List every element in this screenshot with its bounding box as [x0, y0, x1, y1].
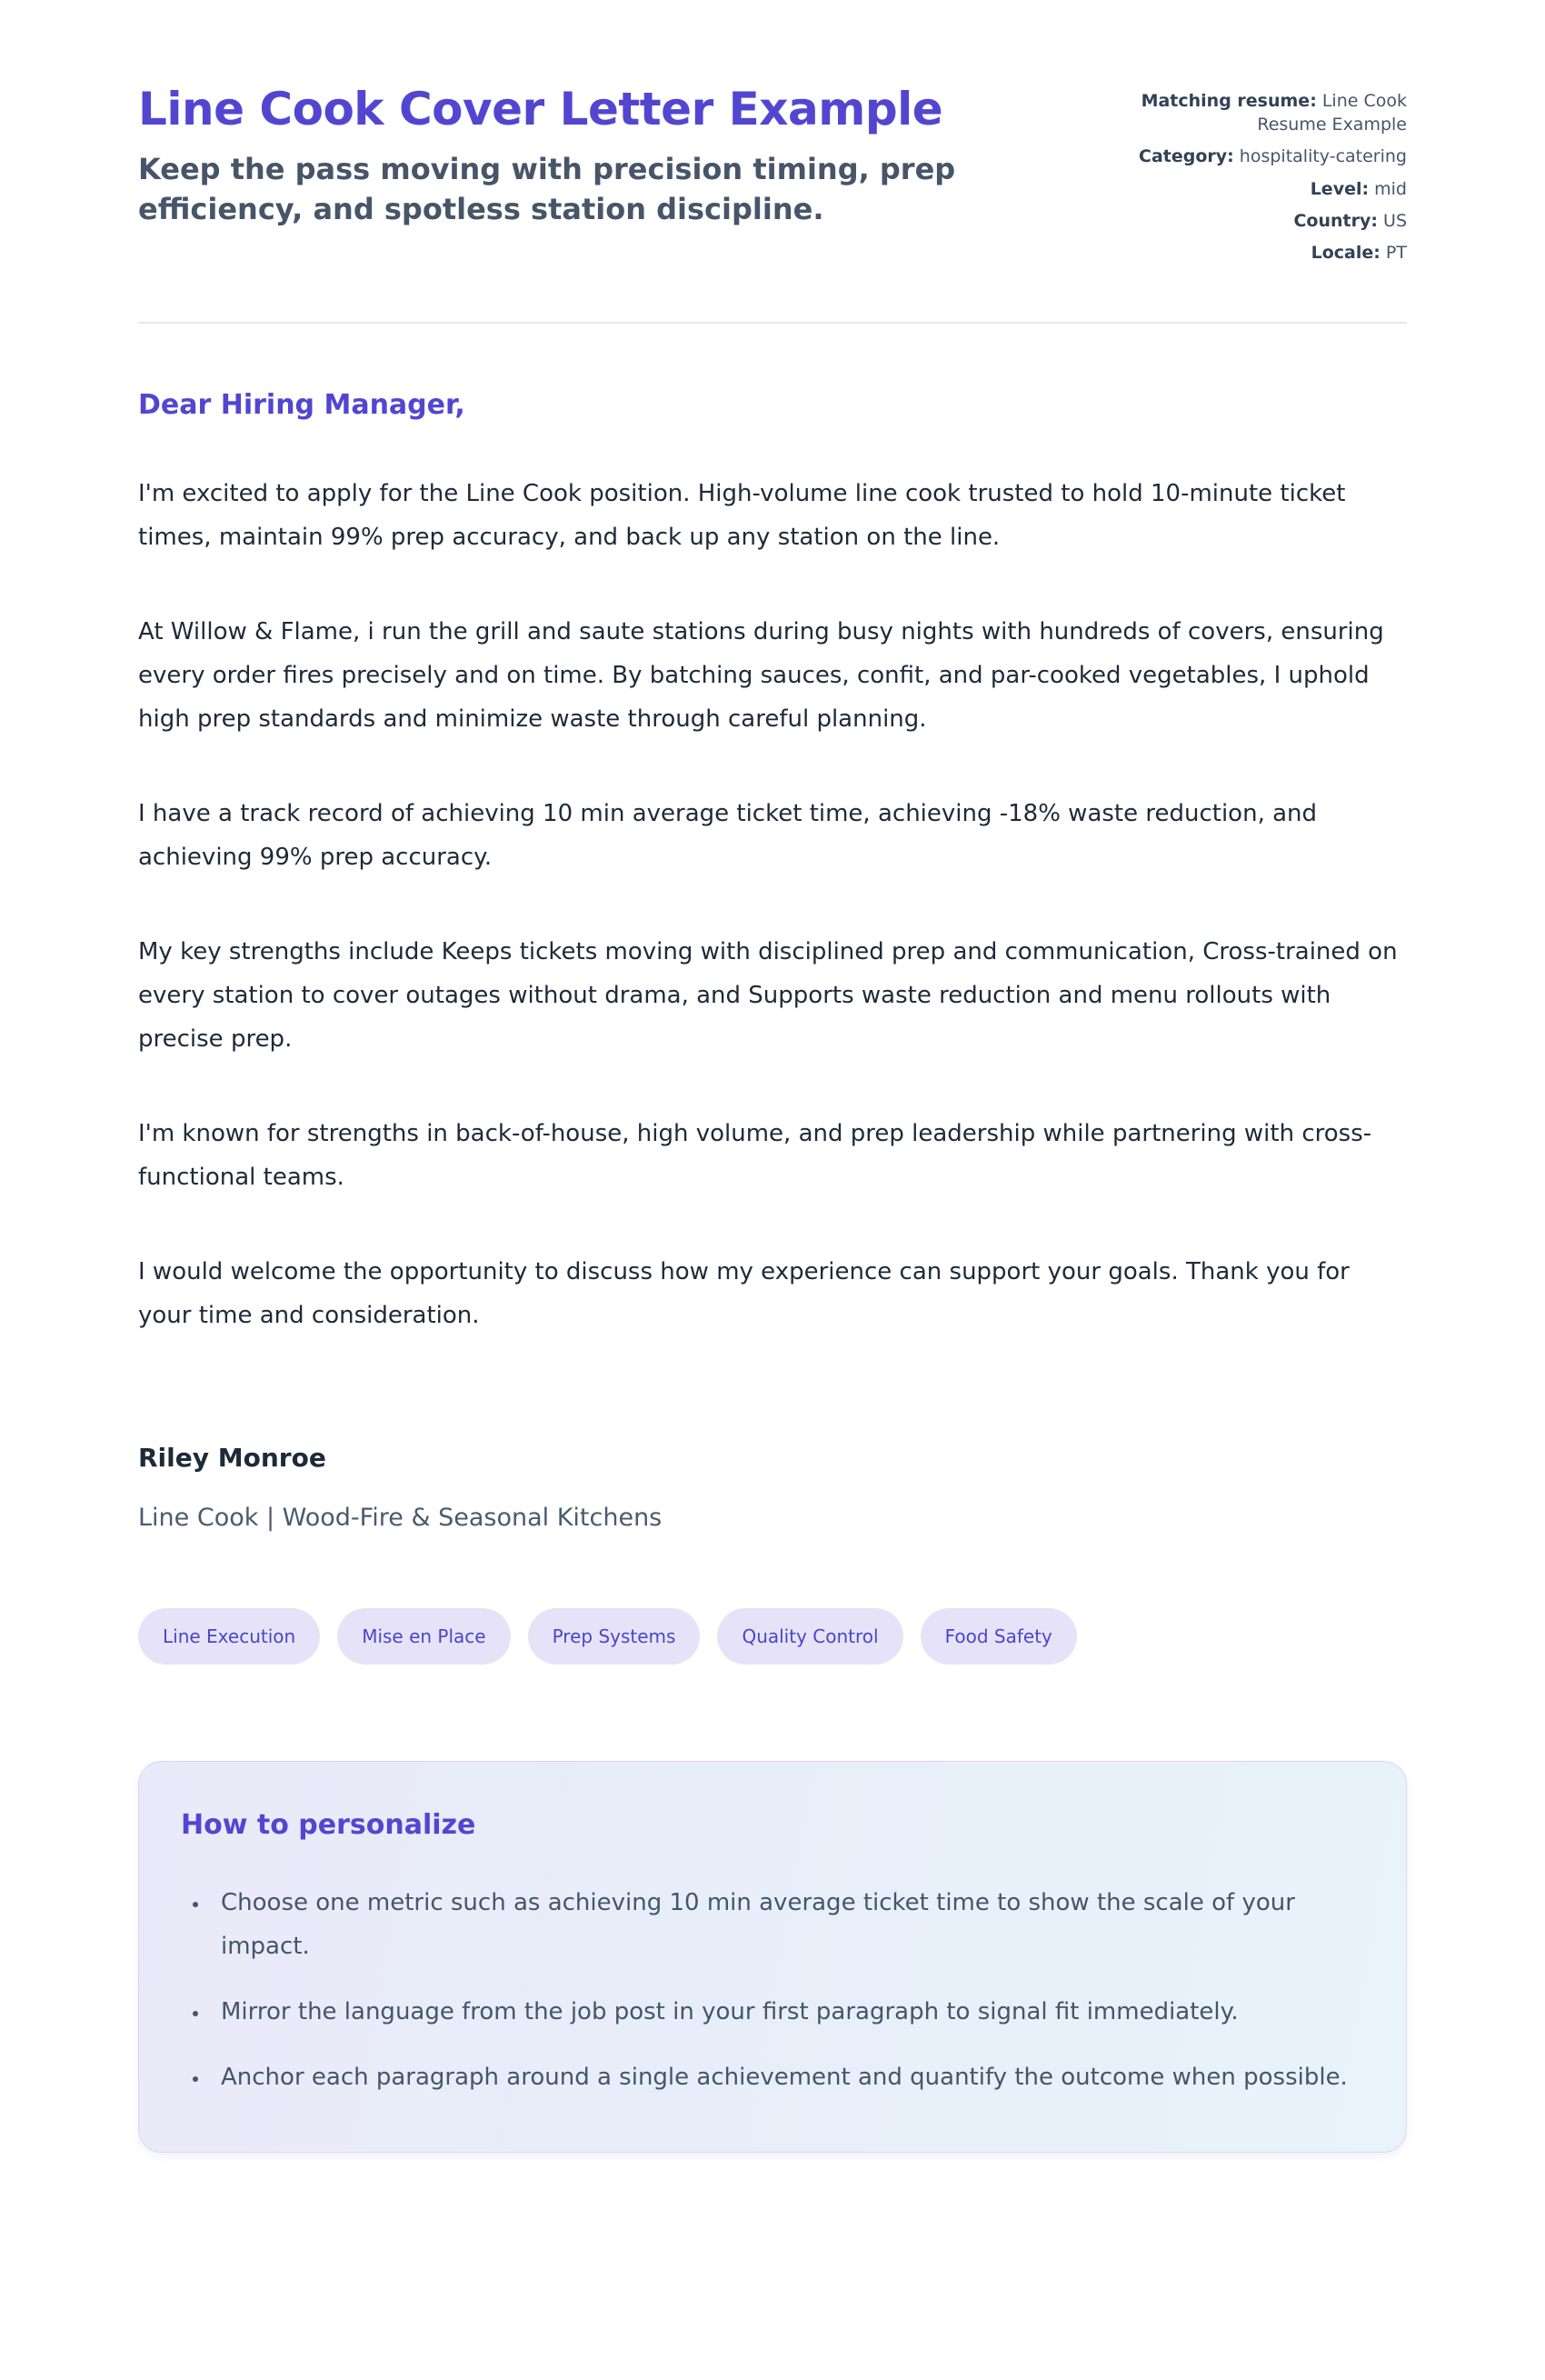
- personalize-list: [181, 1881, 1361, 2099]
- meta-line-matching-resume: [1116, 89, 1407, 136]
- skill-tag-mise-en-place[interactable]: Mise en Place: [337, 1608, 510, 1665]
- signature-role: Line Cook | Wood-Fire & Seasonal Kitchens: [138, 1504, 663, 1533]
- personalize-bullet-metric: • Choose one metric such as achieving 10 min average ticket time to show the scale of your impact.: [210, 1881, 1361, 1968]
- paragraph-closing: I would welcome the opportunity to discuss how my experience can support your goals. Thank you for your time and consideration.: [138, 1258, 1350, 1330]
- personalize-bullet-anchor-achievement: • Anchor each paragraph around a single achievement and quantify the outcome when possible.: [210, 2055, 1361, 2099]
- meta-line-category: [1116, 145, 1407, 168]
- title-block: [138, 84, 1080, 230]
- skill-tag-quality-control[interactable]: Quality Control: [717, 1608, 902, 1665]
- letter-body: [138, 389, 1407, 1532]
- meta-value: hospitality-catering: [1239, 146, 1407, 167]
- personalize-title: How to personalize: [181, 1809, 476, 1842]
- meta-value: Line Cook Resume Example: [1257, 91, 1407, 135]
- meta-label: Level:: [1310, 178, 1370, 199]
- paragraph-intro: I'm excited to apply for the Line Cook position. High-volume line cook trusted to hold 10-minute ticket times, maintain 99% prep accuracy, and back up any station on the line.: [138, 480, 1346, 552]
- skill-tag-line-execution[interactable]: Line Execution: [138, 1608, 320, 1665]
- personalize-bullet-mirror-language: • Mirror the language from the job post in your first paragraph to signal fit immediately.: [210, 1990, 1361, 2034]
- paragraph-track-record: I have a track record of achieving 10 min average ticket time, achieving -18% waste reduction, and achieving 99% prep accuracy.: [138, 800, 1318, 872]
- meta-block: [1116, 84, 1407, 273]
- meta-value: US: [1383, 210, 1407, 231]
- meta-label: Locale:: [1311, 243, 1381, 264]
- meta-label: Country:: [1293, 210, 1378, 231]
- greeting: Dear Hiring Manager,: [138, 389, 465, 422]
- header: [138, 84, 1407, 273]
- meta-label: Matching resume:: [1141, 91, 1317, 111]
- skill-tag-food-safety[interactable]: Food Safety: [921, 1608, 1077, 1665]
- paragraph-known-for: I'm known for strengths in back-of-house, high volume, and prep leadership while partnering with cross-functional teams.: [138, 1120, 1372, 1192]
- personalize-box: [138, 1761, 1407, 2153]
- paragraph-strengths: My key strengths include Keeps tickets moving with disciplined prep and communication, Cross-trained on every station to cover outages without drama, and Supports waste reduction and menu rollouts with precise prep.: [138, 938, 1398, 1054]
- meta-line-country: [1116, 209, 1407, 233]
- signature-name: Riley Monroe: [138, 1443, 326, 1474]
- paragraph-experience: At Willow & Flame, i run the grill and saute stations during busy nights with hundreds of covers, ensuring every order fires precisely and on time. By batching sauces, confit, and par-cooked vegetables, I uphold high prep standards and minimize waste through careful planning.: [138, 618, 1384, 734]
- header-divider: [138, 322, 1407, 324]
- skill-tag-prep-systems[interactable]: Prep Systems: [528, 1608, 701, 1665]
- meta-line-locale: [1116, 241, 1407, 265]
- meta-line-level: [1116, 177, 1407, 201]
- skill-tags: [138, 1608, 1407, 1665]
- meta-value: PT: [1385, 243, 1407, 264]
- page-title: Line Cook Cover Letter Example: [138, 83, 943, 135]
- meta-label: Category:: [1139, 146, 1234, 167]
- meta-value: mid: [1374, 178, 1407, 199]
- page-subtitle: Keep the pass moving with precision timing, prep efficiency, and spotless station discipline.: [138, 151, 956, 227]
